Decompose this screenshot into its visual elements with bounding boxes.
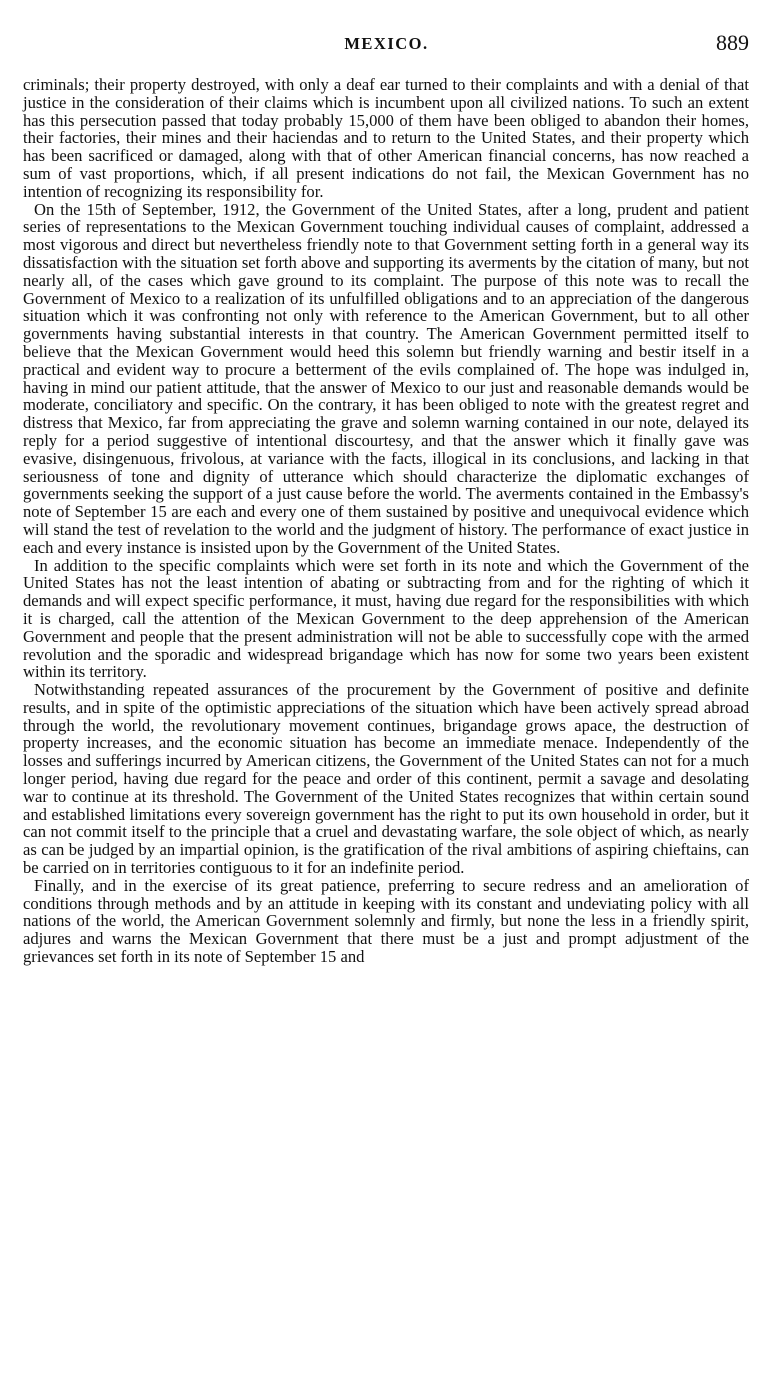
running-head: MEXICO. (344, 34, 429, 53)
paragraph-continued: criminals; their property destroyed, with only a deaf ear turned to their complaints and with a denial of that justice in the consideration of their claims which is incumbent upon all civilized nations. To such an extent has this persecution passed that today probably 15,000 of them have been obliged to abandon their homes, their factories, their mines and their haciendas and to return to the United States, and their property which has been sacrificed or damaged, along with that of other American financial concerns, has now reached a sum of vast proportions, which, if all present indications do not fail, the Mexican Government has no intention of recognizing its responsibility for. (23, 75, 749, 201)
paragraph: In addition to the specific complaints which were set forth in its note and which the Government of the United States has not the least intention of abating or subtracting from and for the righting of which it demands and will expect specific performance, it must, having due regard for the responsibilities with which it is charged, call the attention of the Mexican Government to the deep apprehension of the American Government and people that the present administration will not be able to successfully cope with the armed revolution and the sporadic and widespread brigandage which has now for some two years been existent within its territory. (23, 555, 749, 682)
paragraph: Notwithstanding repeated assurances of the procurement by the Government of positive and definite results, and in spite of the optimistic appreciations of the situation which have been actively spread abroad through the world, the revolutionary movement continues, brigandage grows apace, the destruction of property increases, and the economic situation has become an immediate menace. Independently of the losses and sufferings incurred by American citizens, the Government of the United States can not for a much longer period, having due regard for the peace and order of this continent, permit a savage and desolating war to continue at its threshold. The Government of the United States recognizes that within certain sound and established limitations every sovereign government has the right to put its own household in order, but it can not commit itself to the principle that a cruel and devastating warfare, the sole object of which, as nearly as can be judged by an impartial opinion, is the gratification of the rival ambitions of aspiring chieftains, can be carried on in territories contiguous to it for an indefinite period. (23, 680, 749, 878)
paragraph: On the 15th of September, 1912, the Government of the United States, after a long, prudent and patient series of representations to the Mexican Government touching individual causes of complaint, addressed a most vigorous and direct but nevertheless friendly note to that Government setting forth in a general way its dissatisfaction with the situation set forth above and supporting its averments by the citation of many, but not nearly all, of the cases which gave ground to its complaint. The purpose of this note was to recall the Government of Mexico to a realization of its unfulfilled obligations and to an appreciation of the dangerous situation which it was confronting not only with reference to the American Government, but to all other governments having substantial interests in that country. The American Government permitted itself to believe that the Mexican Government would heed this solemn but friendly warning and bestir itself in a practical and evident way to procure a betterment of the evils complained of. The hope was indulged in, having in mind our patient attitude, that the answer of Mexico to our just and reasonable demands would be moderate, conciliatory and specific. On the contrary, it has been obliged to note with the greatest regret and distress that Mexico, far from appreciating the grave and solemn warning contained in our note, delayed its reply for a period suggestive of intentional discourtesy, and that the answer which it finally gave was evasive, disingenuous, frivolous, at variance with the facts, illogical in its conclusions, and lacking in that seriousness of tone and dignity of utterance which should characterize the diplomatic exchanges of governments seeking the support of a just cause before the world. The averments contained in the Embassy's note of September 15 are each and every one of them sustained by positive and unequivocal evidence which will stand the test of revelation to the world and the judgment of history. The performance of exact justice in each and every instance is insisted upon by the Government of the United States. (23, 199, 749, 557)
body-text (23, 76, 749, 966)
paragraph: Finally, and in the exercise of its great patience, preferring to secure redress and an amelioration of conditions through methods and by an attitude in keeping with its constant and undeviating policy with all nations of the world, the American Government solemnly and firmly, but none the less in a friendly spirit, adjures and warns the Mexican Government that there must be a just and prompt adjustment of the grievances set forth in its note of September 15 and (23, 875, 749, 967)
page-number: 889 (716, 30, 749, 55)
page-header (0, 30, 773, 60)
